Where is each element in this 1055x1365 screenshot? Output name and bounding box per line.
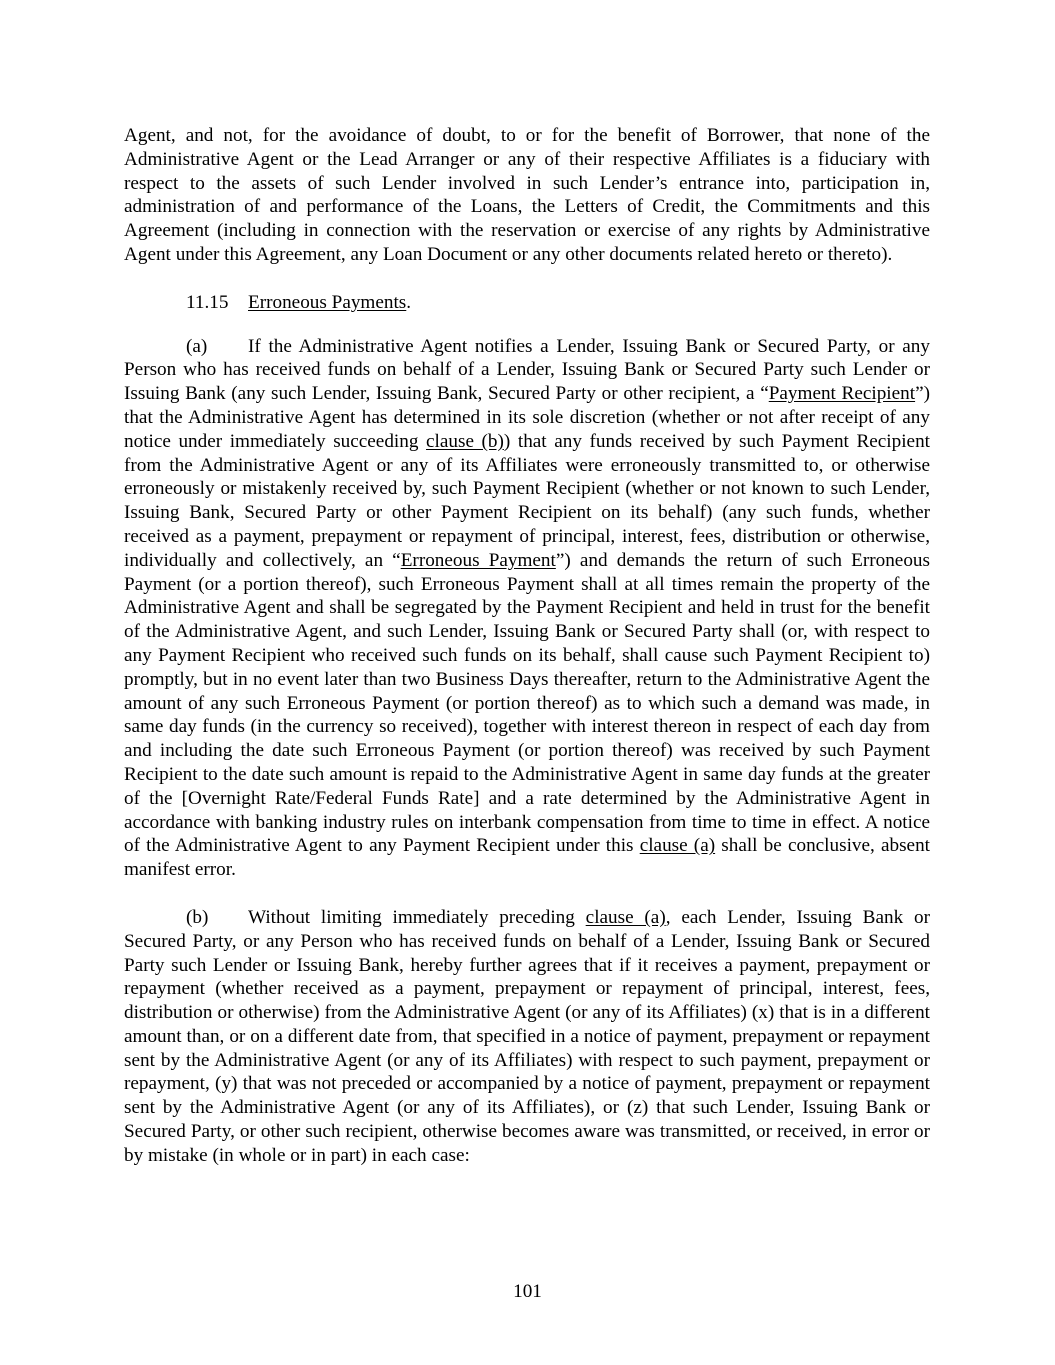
clause-b-paragraph bbox=[124, 906, 930, 1168]
section-title: Erroneous Payments bbox=[248, 291, 407, 313]
clause-a-text-3: ) that any funds received by such Payment Recipient from the Administrative Agent or any of its Affiliates were erroneously transmitted to, or otherwise erroneously or mistakenly received by, such Payment Recipient (whether or not known to such Lender, Issuing Bank, Secured Party or other Payment Recipient on its behalf) (any such funds, whether received as a payment, prepayment or repayment of principal, interest, fees, distribution or otherwise, individually and collectively, an “ bbox=[124, 430, 930, 571]
clause-a-text-1: If the Administrative Agent notifies a Lender, Issuing Bank or Secured Party, or any Person who has received funds on behalf of a Lender, Issuing Bank or Secured Party such Lender or Issuing Bank (any such Lender, Issuing Bank, Secured Party or other recipient, a “ bbox=[124, 335, 930, 405]
cross-reference-clause-a: clause (a) bbox=[639, 835, 716, 857]
clause-a-text-2: ”) that the Administrative Agent has determined in its sole discretion (whether or not after receipt of any notice under immediately succeeding bbox=[124, 383, 930, 452]
clause-a-marker: (a) bbox=[186, 335, 208, 357]
section-heading bbox=[124, 291, 930, 315]
clause-a-text-5: shall be conclusive, absent manifest error. bbox=[124, 835, 930, 881]
clause-b-text-1: Without limiting immediately preceding bbox=[248, 906, 586, 928]
continuation-paragraph: Agent, and not, for the avoidance of doubt, to or for the benefit of Borrower, that none of the Administrative Agent or the Lead Arranger or any of their respective Affiliates is a fiduciary with respect to the assets of such Lender involved in such Lender’s entrance into, participation in, administration of and performance of the Loans, the Letters of Credit, the Commitments and this Agreement (including in connection with the reservation or exercise of any rights by Administrative Agent under this Agreement, any Loan Document or any other documents related hereto or thereto). bbox=[124, 125, 930, 265]
cross-reference-clause-b: clause (b) bbox=[426, 430, 504, 452]
section-number: 11.15 bbox=[186, 291, 229, 313]
clause-a-text-4: ”) and demands the return of such Erroneous Payment (or a portion thereof), such Erroneous Payment shall at all times remain the property of the Administrative Agent and shall be segregated by the Payment Recipient and held in trust for the benefit of the Administrative Agent, and such Lender, Issuing Bank or Secured Party shall (or, with respect to any Payment Recipient who received such funds on its behalf, shall cause such Payment Recipient to) promptly, but in no event later than two Business Days thereafter, return to the Administrative Agent the amount of any such Erroneous Payment (or portion thereof) as to which such a demand was made, in same day funds (in the currency so received), together with interest thereon in respect of each day from and including the date such Erroneous Payment (or portion thereof) was received by such Payment Recipient to the date such amount is repaid to the Administrative Agent in same day funds at the greater of the [Overnight Rate/Federal Funds Rate] and a rate determined by the Administrative Agent in accordance with banking industry rules on interbank compensation from time to time in effect. A notice of the Administrative Agent to any Payment Recipient under this bbox=[124, 549, 930, 857]
page-number: 101 bbox=[513, 1281, 542, 1302]
defined-term-erroneous-payment: Erroneous Payment bbox=[400, 549, 556, 571]
cross-reference-clause-a: clause (a) bbox=[585, 906, 666, 928]
clause-b-text-2: , each Lender, Issuing Bank or Secured Party, or any Person who has received funds on behalf of a Lender, Issuing Bank or Secured Party such Lender or Issuing Bank, hereby further agrees that if it receives a payment, prepayment or repayment (whether received as a payment, prepayment or repayment of principal, interest, fees, distribution or otherwise) from the Administrative Agent (or any of its Affiliates) (x) that is in a different amount than, or on a different date from, that specified in a notice of payment, prepayment or repayment sent by the Administrative Agent (or any of its Affiliates) with respect to such payment, prepayment or repayment, (y) that was not preceded or accompanied by a notice of payment, prepayment or repayment sent by the Administrative Agent (or any of its Affiliates), or (z) that such Lender, Issuing Bank or Secured Party, or other such recipient, otherwise becomes aware was transmitted, or received, in error or by mistake (in whole or in part) in each case: bbox=[124, 906, 930, 1166]
clause-b-marker: (b) bbox=[186, 906, 209, 928]
section-title-suffix: . bbox=[406, 291, 412, 313]
document-page bbox=[124, 124, 930, 1168]
clause-a-paragraph bbox=[124, 335, 930, 882]
defined-term-payment-recipient: Payment Recipient bbox=[768, 383, 916, 405]
